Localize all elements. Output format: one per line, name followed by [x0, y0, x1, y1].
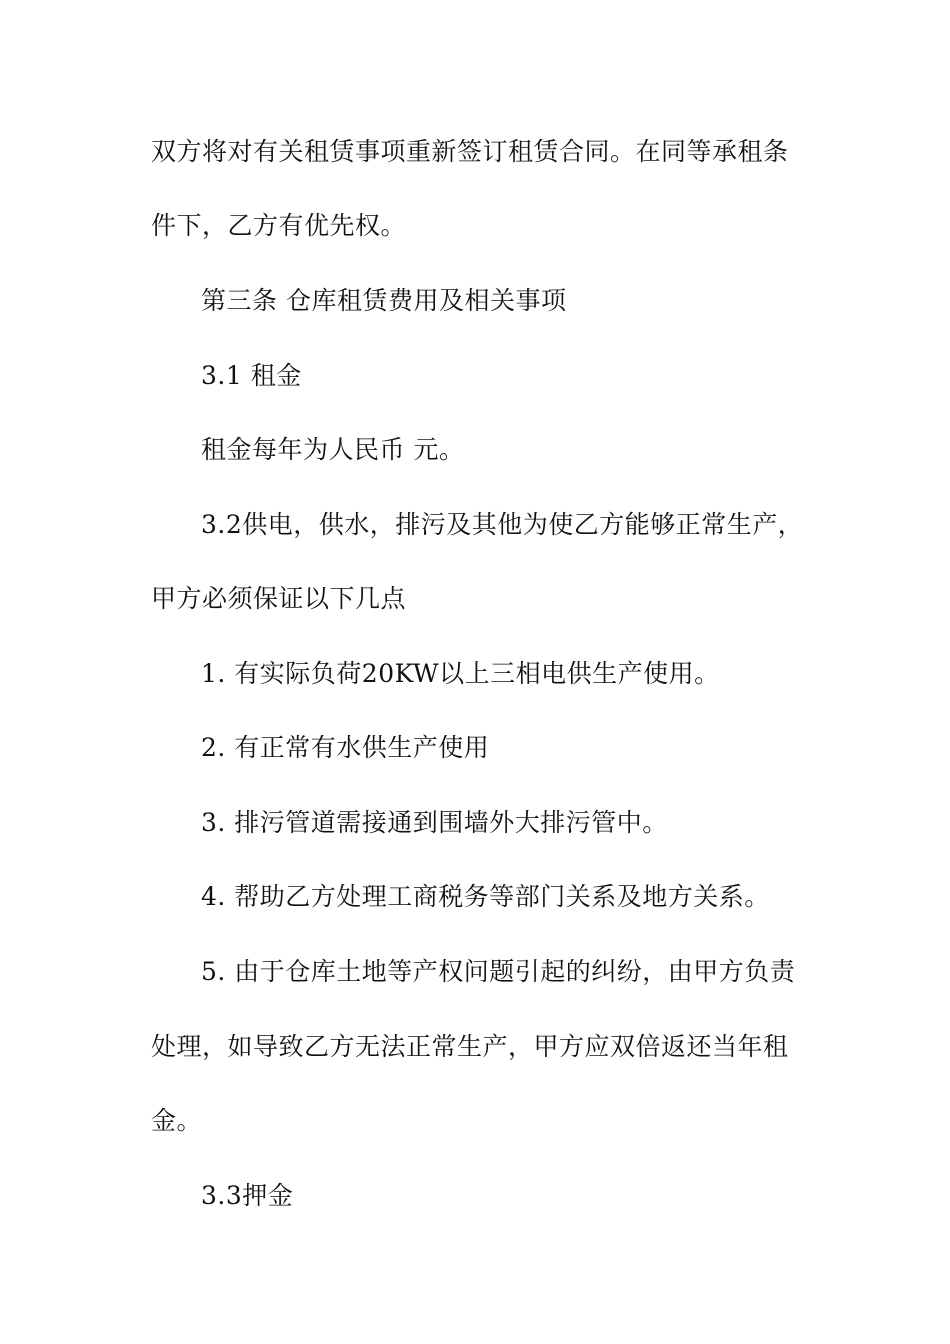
paragraph-line: 甲方必须保证以下几点 — [151, 584, 407, 613]
section-heading: 第三条 仓库租赁费用及相关事项 — [201, 286, 567, 315]
paragraph-line: 双方将对有关租赁事项重新签订租赁合同。在同等承租条 — [151, 137, 789, 166]
paragraph-line: 处理，如导致乙方无法正常生产，甲方应双倍返还当年租 — [151, 1032, 789, 1061]
list-item: 5. 由于仓库土地等产权问题引起的纠纷，由甲方负责 — [201, 957, 796, 986]
paragraph-line: 租金每年为人民币 元。 — [201, 435, 465, 464]
paragraph-line: 件下，乙方有优先权。 — [151, 211, 407, 240]
list-item: 3. 排污管道需接通到围墙外大排污管中。 — [201, 808, 668, 837]
list-item: 2. 有正常有水供生产使用 — [201, 733, 490, 762]
subsection-heading: 3.1 租金 — [201, 361, 302, 390]
subsection-heading: 3.3押金 — [201, 1181, 294, 1210]
list-item: 4. 帮助乙方处理工商税务等部门关系及地方关系。 — [201, 882, 770, 911]
list-item: 1. 有实际负荷20KW以上三相电供生产使用。 — [201, 659, 720, 688]
subsection-heading: 3.2供电，供水，排污及其他为使乙方能够正常生产， — [201, 510, 804, 539]
paragraph-line: 金。 — [151, 1106, 203, 1135]
